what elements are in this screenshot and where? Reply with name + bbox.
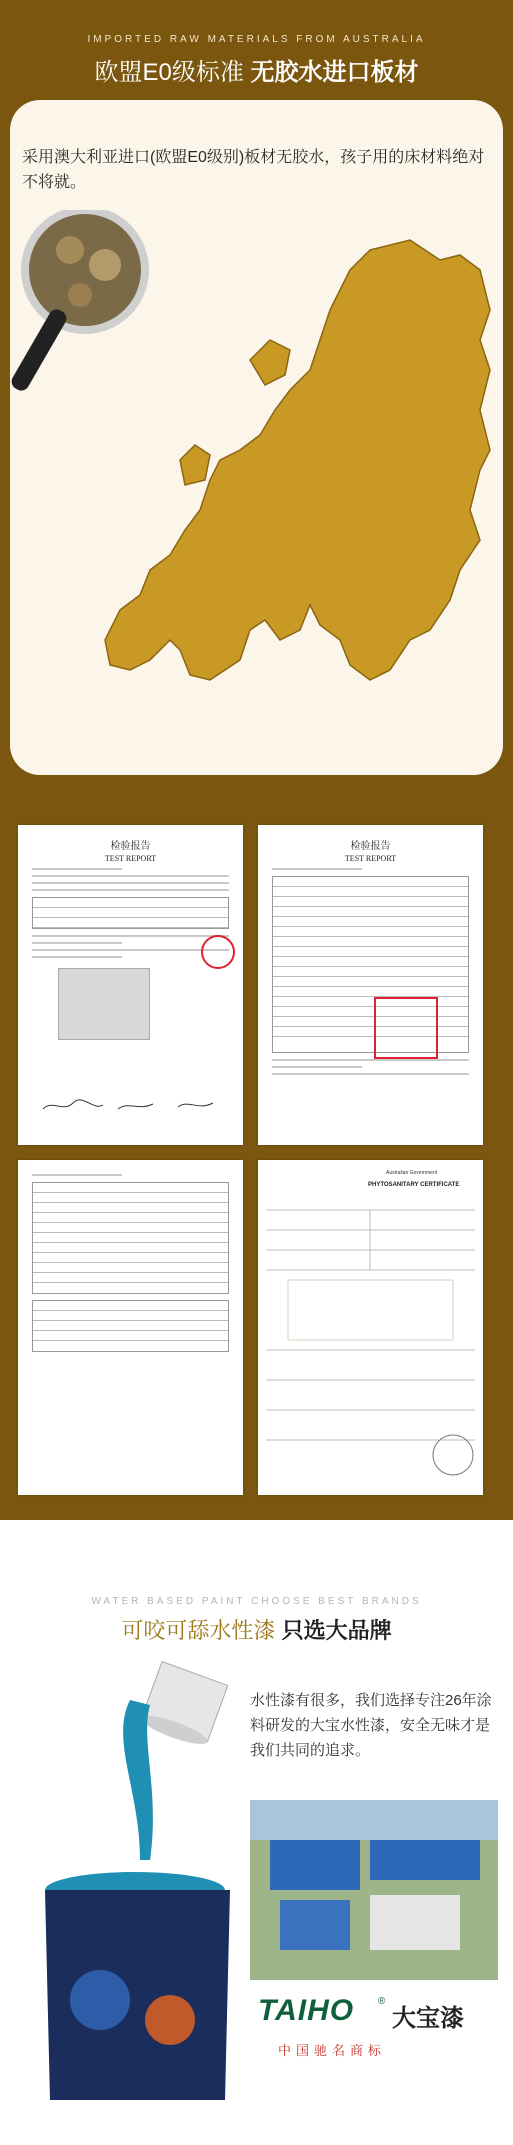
magnifying-glass-icon <box>10 210 145 393</box>
section1-title <box>0 52 513 87</box>
report1-title-en: TEST REPORT <box>104 854 157 863</box>
report1-line <box>32 935 229 937</box>
report2-title-cn: 检验报告 <box>350 841 391 852</box>
report1-title-cn: 检验报告 <box>110 841 151 852</box>
report2-line <box>272 1066 362 1068</box>
test-report-2 <box>258 825 483 1145</box>
section2-title-part2: 只选大品牌 <box>281 1618 392 1643</box>
red-seal-stamp <box>201 935 235 969</box>
report1-line <box>32 956 122 958</box>
customs-line <box>32 1174 122 1176</box>
report1-signatures <box>38 1095 228 1115</box>
customs-table-2 <box>32 1300 229 1352</box>
brand-logo-cn: 大宝漆 <box>392 2005 464 2032</box>
report1-line <box>32 875 229 877</box>
section2-subtitle-en: WATER BASED PAINT CHOOSE BEST BRANDS <box>91 1596 422 1607</box>
report2-line <box>272 1059 469 1061</box>
cert-gov: Australian Government <box>386 1170 438 1176</box>
brand-registered: ® <box>378 1996 386 2007</box>
bucket-decoration <box>145 1995 195 2045</box>
report1-line <box>32 889 229 891</box>
customs-table <box>32 1182 229 1294</box>
product-photo <box>58 968 150 1040</box>
pouring-can <box>139 1662 228 1750</box>
test-report-1 <box>18 825 243 1145</box>
certificates-grid <box>10 815 503 1505</box>
europe-map-shape <box>105 240 490 680</box>
report2-line <box>272 1073 469 1075</box>
section2-description: 水性漆有很多，我们选择专注26年涂料研发的大宝水性漆，安全无味才是我们共同的追求。 <box>250 1692 492 1759</box>
report1-line <box>32 949 229 951</box>
customs-declaration <box>18 1160 243 1495</box>
report1-line <box>32 942 122 944</box>
certificate-body <box>258 1200 483 1490</box>
section1-intro: 采用澳大利亚进口(欧盟E0级别)板材无胶水，孩子用的床材料绝对不将就。 <box>22 149 485 191</box>
factory-aerial-image <box>250 1800 498 1980</box>
report1-table <box>32 897 229 929</box>
report1-line <box>32 868 122 870</box>
paint-bucket-illustration <box>20 1660 250 2110</box>
europe-map-illustration <box>10 210 503 730</box>
highlight-box <box>374 997 438 1059</box>
report2-title-en: TEST REPORT <box>344 854 397 863</box>
bucket-decoration <box>70 1970 130 2030</box>
section1-title-part2: 无胶水进口板材 <box>250 59 419 86</box>
report1-line <box>32 882 229 884</box>
report2-table <box>272 876 469 1053</box>
section1-title-part1: 欧盟E0级标准 <box>94 59 244 86</box>
section2-title <box>0 1614 513 1645</box>
section1-subtitle-en: IMPORTED RAW MATERIALS FROM AUSTRALIA <box>87 34 426 45</box>
brand-logo-en: TAIHO <box>258 1994 355 2027</box>
phytosanitary-certificate <box>258 1160 483 1495</box>
report2-line <box>272 868 362 870</box>
cert-title: PHYTOSANITARY CERTIFICATE <box>368 1182 460 1188</box>
brand-slogan: 中国驰名商标 <box>278 2043 387 2058</box>
section2-title-part1: 可咬可舔水性漆 <box>121 1618 276 1643</box>
